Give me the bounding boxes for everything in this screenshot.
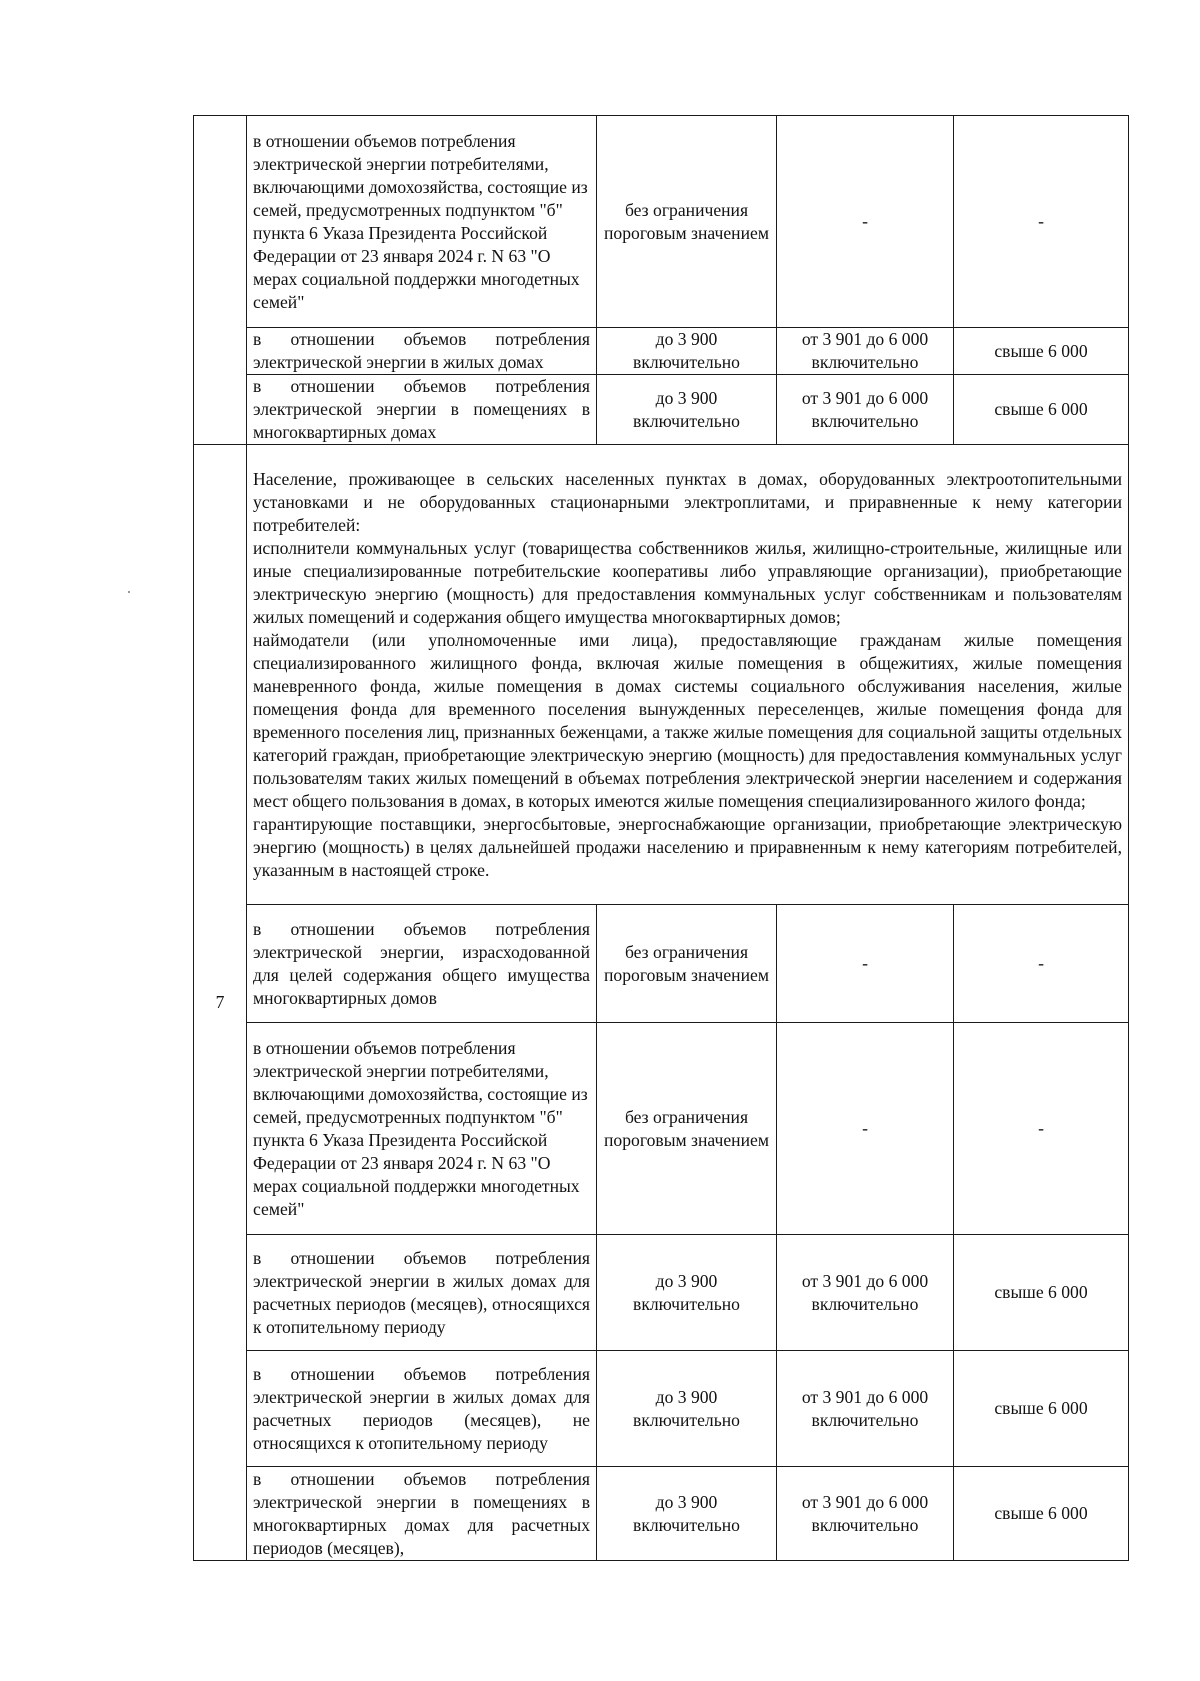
threshold-mid: от 3 901 до 6 000 включительно [777, 1467, 954, 1561]
threshold-mid: - [777, 116, 954, 328]
threshold-mid: от 3 901 до 6 000 включительно [777, 1351, 954, 1467]
threshold-high: - [954, 905, 1129, 1023]
threshold-high: свыше 6 000 [954, 328, 1129, 375]
threshold-mid: от 3 901 до 6 000 включительно [777, 1235, 954, 1351]
section-paragraph: наймодатели (или уполномоченные ими лица), предоставляющие гражданам жилые помещения специализированного жилищного фонда, включая жилые помещения в общежитиях, жилые помещения маневренного фонда, жилые помещения в домах системы социального обслуживания населения, жилые помещения фонда для временного поселения вынужденных переселенцев, жилые помещения фонда для временного поселения лиц, признанных беженцами, а также жилые помещения для социальной защиты отдельных категорий граждан, приобретающие электрическую энергию (мощность) для предоставления коммунальных услуг пользователям таких жилых помещений в объемах потребления электрической энергии населением и содержания мест общего пользования в домах, в которых имеются жилые помещения специализированного жилого фонда; [253, 629, 1122, 811]
section-header-row [194, 445, 1129, 905]
threshold-mid: от 3 901 до 6 000 включительно [777, 328, 954, 375]
threshold-low: без ограничения пороговым значением [597, 905, 777, 1023]
section-paragraph: Население, проживающее в сельских населенных пунктах в домах, оборудованных электроотопительными установками и не оборудованных стационарными электроплитами, и приравненные к нему категории потребителей: [253, 468, 1122, 535]
threshold-high: - [954, 1023, 1129, 1235]
table-row [194, 116, 1129, 328]
threshold-low: без ограничения пороговым значением [597, 1023, 777, 1235]
threshold-high: свыше 6 000 [954, 1467, 1129, 1561]
table-row [194, 1235, 1129, 1351]
threshold-low: до 3 900 включительно [597, 328, 777, 375]
table-row [194, 1023, 1129, 1235]
row-description: в отношении объемов потребления электрической энергии потребителями, включающими домохозяйства, состоящие из семей, предусмотренных подпунктом "б" пункта 6 Указа Президента Российской Федерации от 23 января 2024 г. N 63 "О мерах социальной поддержки многодетных семей" [247, 116, 597, 328]
threshold-mid: от 3 901 до 6 000 включительно [777, 375, 954, 445]
threshold-low: до 3 900 включительно [597, 1351, 777, 1467]
row-description: в отношении объемов потребления электрической энергии в жилых домах для расчетных периодов (месяцев), относящихся к отопительному периоду [247, 1235, 597, 1351]
threshold-mid: - [777, 1023, 954, 1235]
row-number-cell-empty [194, 116, 247, 445]
table-row [194, 1467, 1129, 1561]
threshold-high: свыше 6 000 [954, 1235, 1129, 1351]
threshold-high: свыше 6 000 [954, 1351, 1129, 1467]
threshold-high: - [954, 116, 1129, 328]
row-description: в отношении объемов потребления электрической энергии в помещениях в многоквартирных домах для расчетных периодов (месяцев), [247, 1467, 597, 1561]
table-row [194, 905, 1129, 1023]
section-paragraph: исполнители коммунальных услуг (товарищества собственников жилья, жилищно-строительные, жилищные или иные специализированные потребительские кооперативы либо управляющие организации), приобретающие электрическую энергию (мощность) для предоставления коммунальных услуг собственникам и пользователям жилых помещений и содержания общего имущества многоквартирных домов; [253, 537, 1122, 627]
row-number: 7 [194, 445, 247, 1561]
threshold-low: до 3 900 включительно [597, 1467, 777, 1561]
row-description: в отношении объемов потребления электрической энергии в жилых домах [247, 328, 597, 375]
row-description: в отношении объемов потребления электрической энергии, израсходованной для целей содержания общего имущества многоквартирных домов [247, 905, 597, 1023]
row-description: в отношении объемов потребления электрической энергии в помещениях в многоквартирных домах [247, 375, 597, 445]
table-row [194, 328, 1129, 375]
tariff-table [193, 115, 1129, 1561]
threshold-low: без ограничения пороговым значением [597, 116, 777, 328]
threshold-high: свыше 6 000 [954, 375, 1129, 445]
threshold-low: до 3 900 включительно [597, 1235, 777, 1351]
row-description: в отношении объемов потребления электрической энергии потребителями, включающими домохозяйства, состоящие из семей, предусмотренных подпунктом "б" пункта 6 Указа Президента Российской Федерации от 23 января 2024 г. N 63 "О мерах социальной поддержки многодетных семей" [247, 1023, 597, 1235]
table-row [194, 375, 1129, 445]
threshold-low: до 3 900 включительно [597, 375, 777, 445]
section-paragraph: гарантирующие поставщики, энергосбытовые, энергоснабжающие организации, приобретающие электрическую энергию (мощность) в целях дальнейшей продажи населению и приравненным к нему категориям потребителей, указанным в настоящей строке. [253, 813, 1122, 880]
section-description [247, 445, 1129, 905]
table-row [194, 1351, 1129, 1467]
row-description: в отношении объемов потребления электрической энергии в жилых домах для расчетных периодов (месяцев), не относящихся к отопительному периоду [247, 1351, 597, 1467]
threshold-mid: - [777, 905, 954, 1023]
scan-speck [128, 591, 130, 593]
